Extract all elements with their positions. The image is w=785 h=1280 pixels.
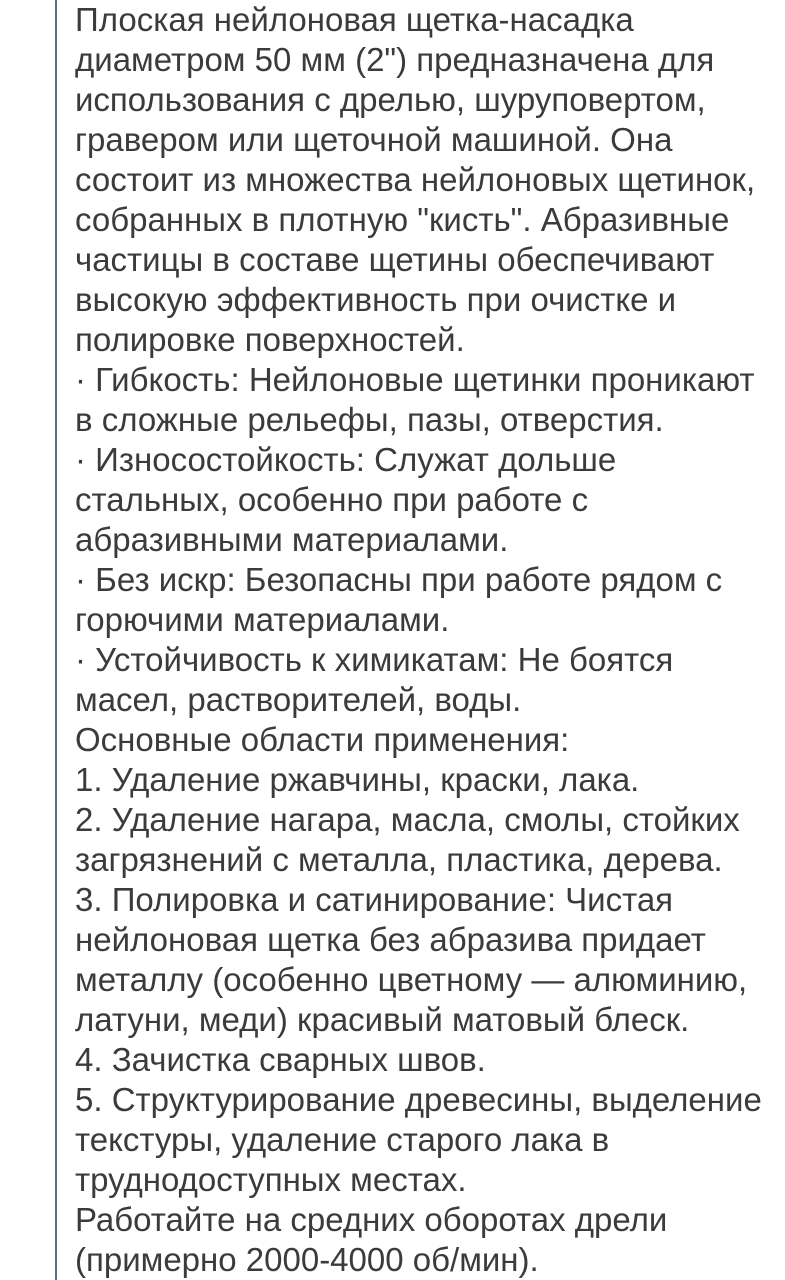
description-line: диаметром 50 мм (2") предназначена для bbox=[75, 41, 715, 78]
description-line: 3. Полировка и сатинирование: Чистая bbox=[75, 881, 674, 918]
description-line: 5. Структурирование древесины, выделение bbox=[75, 1081, 762, 1118]
description-line: 4. Зачистка сварных швов. bbox=[75, 1041, 486, 1078]
description-line: · Устойчивость к химикатам: Не боятся bbox=[75, 641, 674, 678]
description-line: текстуры, удаление старого лака в bbox=[75, 1121, 610, 1158]
description-line: 2. Удаление нагара, масла, смолы, стойких bbox=[75, 801, 740, 838]
description-line: абразивными материалами. bbox=[75, 521, 509, 558]
description-line: · Без искр: Безопасны при работе рядом с bbox=[75, 561, 723, 598]
description-line: в сложные рельефы, пазы, отверстия. bbox=[75, 401, 664, 438]
description-line: горючими материалами. bbox=[75, 601, 450, 638]
product-description bbox=[55, 0, 785, 1280]
description-line: полировке поверхностей. bbox=[75, 321, 465, 358]
description-line: · Износостойкость: Служат дольше bbox=[75, 441, 617, 478]
description-line: использования с дрелью, шуруповертом, bbox=[75, 81, 706, 118]
description-line: частицы в составе щетины обеспечивают bbox=[75, 241, 715, 278]
description-line: металлу (особенно цветному — алюминию, bbox=[75, 961, 748, 998]
description-line: состоит из множества нейлоновых щетинок, bbox=[75, 161, 756, 198]
description-line: нейлоновая щетка без абразива придает bbox=[75, 921, 706, 958]
description-line: высокую эффективность при очистке и bbox=[75, 281, 677, 318]
description-line: (примерно 2000-4000 об/мин). bbox=[75, 1241, 539, 1278]
description-line: масел, растворителей, воды. bbox=[75, 681, 522, 718]
description-line: латуни, меди) красивый матовый блеск. bbox=[75, 1001, 690, 1038]
description-line: труднодоступных местах. bbox=[75, 1161, 467, 1198]
description-line: Работайте на средних оборотах дрели bbox=[75, 1201, 668, 1238]
description-line: гравером или щеточной машиной. Она bbox=[75, 121, 673, 158]
description-line: Плоская нейлоновая щетка-насадка bbox=[75, 1, 634, 38]
description-line: · Гибкость: Нейлоновые щетинки проникают bbox=[75, 361, 755, 398]
description-line: Основные области применения: bbox=[75, 721, 570, 758]
description-line: стальных, особенно при работе с bbox=[75, 481, 589, 518]
description-line: загрязнений с металла, пластика, дерева. bbox=[75, 841, 723, 878]
description-line: собранных в плотную "кисть". Абразивные bbox=[75, 201, 730, 238]
description-line: 1. Удаление ржавчины, краски, лака. bbox=[75, 761, 640, 798]
